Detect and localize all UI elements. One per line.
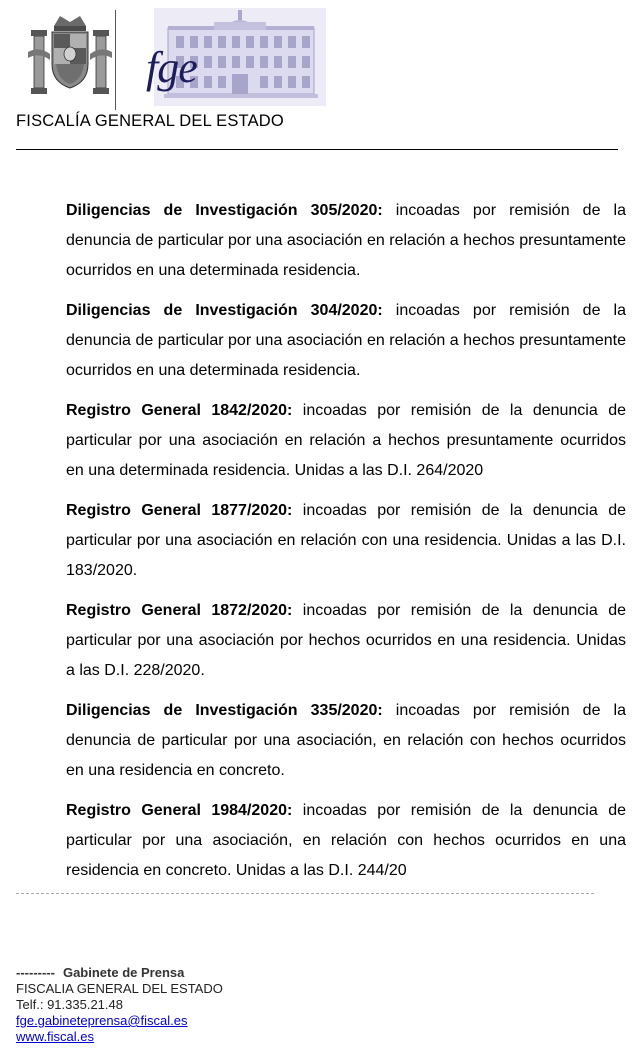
coat-of-arms-logo (24, 12, 116, 102)
entry-reference: Registro General 1984/2020: (66, 802, 293, 819)
entry (66, 596, 626, 686)
entry-reference: Registro General 1842/2020: (66, 402, 293, 419)
entry-text: incoadas por remisión de la denuncia de particular por una asociación, en relación con hechos ocurridos en una residencia en concreto. (66, 702, 627, 779)
entry (66, 196, 626, 286)
header-divider (115, 10, 116, 110)
entry-reference: Diligencias de Investigación 304/2020: (66, 302, 383, 319)
entry-reference: Diligencias de Investigación 305/2020: (66, 202, 383, 219)
email-link[interactable]: fge.gabineteprensa@fiscal.es (16, 1013, 188, 1028)
entry-text: incoadas por remisión de la denuncia de particular por una asociación en relación a hechos presuntamente ocurridos en una determinada residencia. (66, 302, 627, 379)
entry (66, 396, 626, 486)
entry-text: incoadas por remisión de la denuncia de particular por una asociación en relación a hechos presuntamente ocurridos en una determinada residencia. Unidas a las D.I. 264/2020 (66, 402, 626, 479)
entry-text: incoadas por remisión de la denuncia de particular por una asociación por hechos ocurridos en una residencia. Unidas a las D.I. 228/2020. (66, 602, 626, 679)
entry-text: incoadas por remisión de la denuncia de particular por una asociación, en relación con hechos ocurridos en una residencia en concreto. Unidas a las D.I. 244/20 (66, 802, 626, 879)
entry-reference: Diligencias de Investigación 335/2020: (66, 702, 383, 719)
entry-reference: Registro General 1872/2020: (66, 602, 293, 619)
entry-text: incoadas por remisión de la denuncia de particular por una asociación en relación con una residencia. Unidas a las D.I. 183/2020. (66, 502, 626, 579)
footer-phone: Telf.: 91.335.21.48 (16, 997, 123, 1012)
header-rule (16, 149, 618, 150)
entry-reference: Registro General 1877/2020: (66, 502, 293, 519)
entry (66, 496, 626, 586)
website-link[interactable]: www.fiscal.es (16, 1029, 95, 1044)
entry (66, 296, 626, 386)
organization-name: FISCALÍA GENERAL DEL ESTADO (16, 112, 284, 130)
entry-text: incoadas por remisión de la denuncia de particular por una asociación en relación a hechos presuntamente ocurridos en una determinada residencia. (66, 202, 627, 279)
department-name: Gabinete de Prensa (62, 965, 185, 980)
footer-organization: FISCALIA GENERAL DEL ESTADO (16, 981, 223, 996)
entries-list (66, 196, 626, 896)
footer-dashes: --------- (16, 965, 55, 980)
fge-logo (146, 8, 326, 106)
department-line (16, 965, 223, 981)
fge-logo-text: fge (146, 43, 197, 92)
press-contact-footer (16, 965, 223, 1045)
entry (66, 796, 626, 886)
section-divider (16, 893, 594, 894)
letterhead (16, 6, 626, 110)
entry (66, 696, 626, 786)
